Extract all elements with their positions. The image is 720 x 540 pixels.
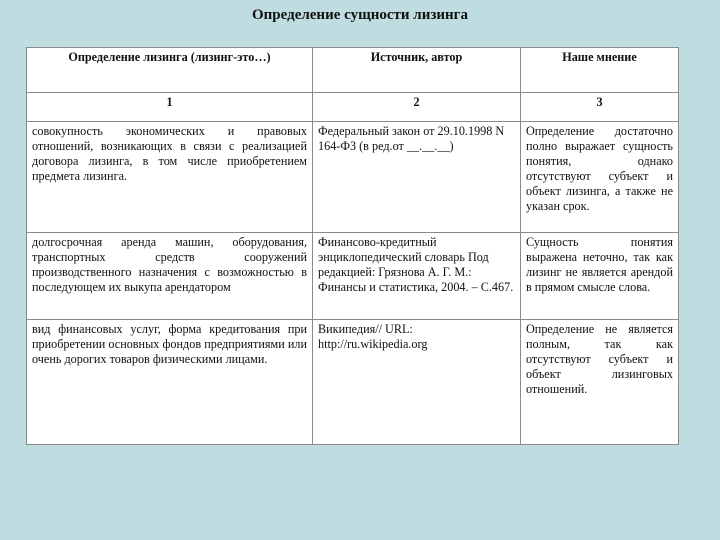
column-number: 2 [313,93,521,122]
header-opinion: Наше мнение [521,48,679,93]
header-source: Источник, автор [313,48,521,93]
opinion-cell: Сущность понятия выражена неточно, так как лизинг не является арендой в прямом смысле слова. [521,233,679,320]
table-row [27,233,679,320]
source-cell: Финансово-кредитный энциклопедический словарь Под редакцией: Грязнова А. Г. М.: Финансы и статистика, 2004. – С.467. [313,233,521,320]
source-cell: Федеральный закон от 29.10.1998 N 164-ФЗ (в ред.от __.__.__) [313,122,521,233]
column-number-row [27,93,679,122]
table-row [27,122,679,233]
definition-cell: совокупность экономических и правовых отношений, возникающих в связи с реализацией договора лизинга, в том числе приобретением предмета лизинга. [27,122,313,233]
table-row [27,320,679,445]
definition-cell: долгосрочная аренда машин, оборудования, транспортных средств сооружений производственного назначения с возможностью в последующем их выкупа арендатором [27,233,313,320]
opinion-cell: Определение достаточно полно выражает сущность понятия, однако отсутствуют субъект и объект лизинга, а также не указан срок. [521,122,679,233]
source-cell: Википедия// URL: http://ru.wikipedia.org [313,320,521,445]
table-header-row [27,48,679,93]
definition-cell: вид финансовых услуг, форма кредитования при приобретении основных фондов предприятиями или очень дорогих товаров физическими лицами. [27,320,313,445]
header-definition: Определение лизинга (лизинг-это…) [27,48,313,93]
opinion-cell: Определение не является полным, так как отсутствуют субъект и объект лизинговых отношений. [521,320,679,445]
page-title: Определение сущности лизинга [252,7,468,23]
column-number: 3 [521,93,679,122]
column-number: 1 [27,93,313,122]
leasing-definitions-table [26,47,679,445]
